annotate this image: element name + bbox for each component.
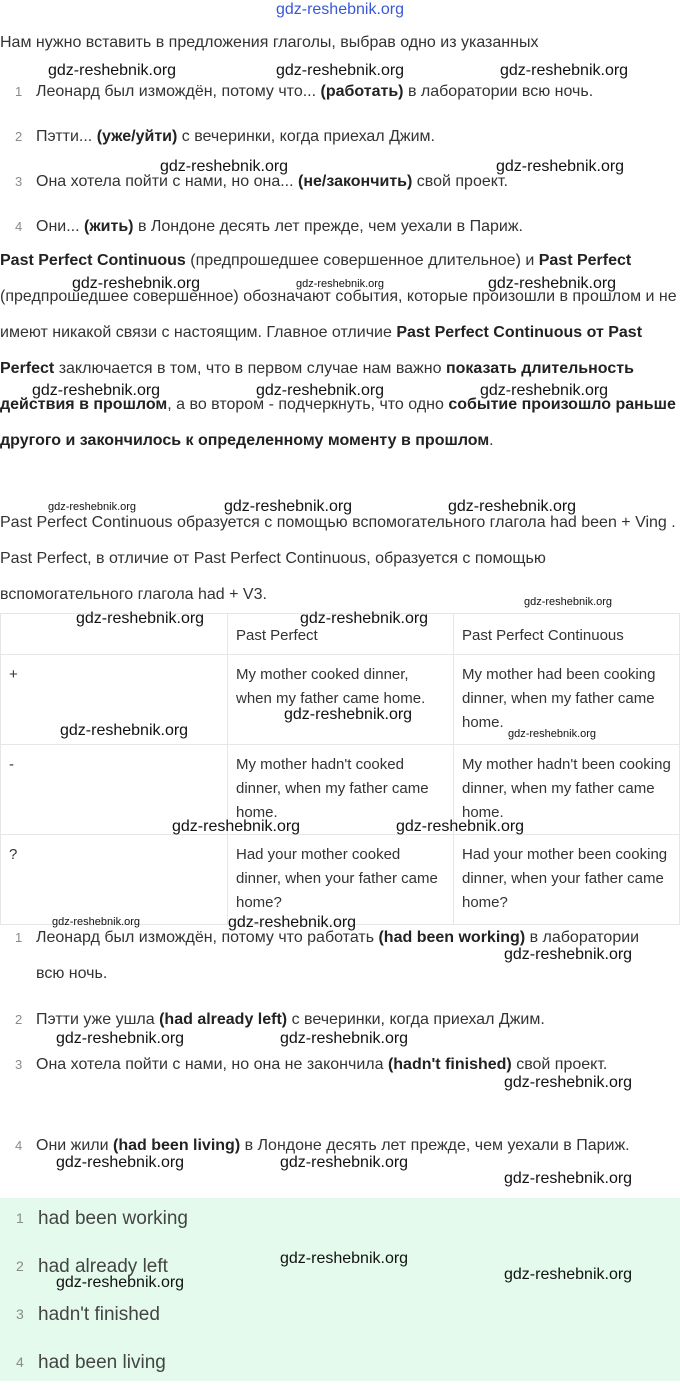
watermark: gdz-reshebnik.org [224, 498, 353, 515]
table-row [1, 835, 680, 925]
watermark: gdz-reshebnik.org [48, 62, 177, 79]
watermark: gdz-reshebnik.org [48, 501, 137, 513]
table-row [1, 745, 680, 835]
watermark: gdz-reshebnik.org [448, 498, 577, 515]
watermark: gdz-reshebnik.org [496, 158, 625, 175]
formation-paragraph: Past Perfect Continuous образуется с помощью вспомогательного глагола had been + Ving . Past Perfect, в отличие от Past Perfect Continuous, образуется с помощью вспомогательного глагола had + V3. [0, 514, 676, 603]
question-text: Она хотела пойти с нами, но она... (не/закончить) свой проект. [36, 173, 508, 190]
watermark: gdz-reshebnik.org [160, 158, 289, 175]
site-header-link[interactable]: gdz-reshebnik.org [275, 1, 405, 18]
watermark: gdz-reshebnik.org [76, 610, 205, 627]
final-answer-number: 4 [16, 1354, 24, 1370]
final-answer-number: 1 [16, 1210, 24, 1226]
table-cell: My mother hadn't cooked dinner, when my father came home. [228, 745, 454, 835]
question-number: 3 [15, 174, 23, 189]
watermark: gdz-reshebnik.org [280, 1154, 409, 1171]
watermark: gdz-reshebnik.org [524, 596, 613, 608]
watermark: gdz-reshebnik.org [32, 382, 161, 399]
watermark: gdz-reshebnik.org [396, 818, 525, 835]
grammar-table [0, 613, 680, 925]
table-cell: ? [1, 835, 228, 925]
watermark: gdz-reshebnik.org [500, 62, 629, 79]
final-answer-text: had already left [38, 1256, 168, 1277]
table-header-cell: Past Perfect Continuous [454, 614, 680, 655]
watermark: gdz-reshebnik.org [300, 610, 429, 627]
watermark: gdz-reshebnik.org [504, 946, 633, 963]
answer-number: 4 [15, 1138, 23, 1153]
watermark: gdz-reshebnik.org [508, 728, 597, 740]
question-number: 4 [15, 219, 23, 234]
watermark: gdz-reshebnik.org [52, 916, 141, 928]
question-number: 1 [15, 84, 23, 99]
answer-text: Пэтти уже ушла (had already left) с вечеринки, когда приехал Джим. [36, 1011, 545, 1028]
theory-paragraph: Past Perfect Continuous (предпрошедшее совершенное длительное) и Past Perfect (предпрошедшее совершенное) обозначают события, которые произошли в прошлом и не имеют никакой связи с настоящим. Главное отличие Past Perfect Continuous от Past Perfect заключается в том, что в первом случае нам важно показать длительность действия в прошлом, а во втором - подчеркнуть, что одно событие произошло раньше другого и закончилось к определенному моменту в прошлом. [0, 252, 677, 449]
question-text: Леонард был измождён, потому что... (работать) в лаборатории всю ночь. [36, 83, 594, 100]
question-item [0, 80, 680, 104]
question-item [0, 215, 680, 239]
table-cell: Had your mother cooked dinner, when your father came home? [228, 835, 454, 925]
watermark: gdz-reshebnik.org [504, 1074, 633, 1091]
table-cell: My mother cooked dinner, when my father came home. [228, 655, 454, 745]
table-cell: + [1, 655, 228, 745]
watermark: gdz-reshebnik.org [504, 1266, 633, 1283]
question-number: 2 [15, 129, 23, 144]
watermark: gdz-reshebnik.org [56, 1030, 185, 1047]
table-cell: My mother hadn't been cooking dinner, when my father came home. [454, 745, 680, 835]
answer-number: 2 [15, 1012, 23, 1027]
watermark: gdz-reshebnik.org [280, 1030, 409, 1047]
watermark: gdz-reshebnik.org [256, 382, 385, 399]
answer-text: Они жили (had been living) в Лондоне десять лет прежде, чем уехали в Париж. [36, 1137, 630, 1154]
watermark: gdz-reshebnik.org [504, 1170, 633, 1187]
watermark: gdz-reshebnik.org [280, 1250, 409, 1267]
question-text: Пэтти... (уже/уйти) с вечеринки, когда приехал Джим. [36, 128, 435, 145]
watermark: gdz-reshebnik.org [60, 722, 189, 739]
answer-number: 3 [15, 1057, 23, 1072]
table-cell: - [1, 745, 228, 835]
question-text: Они... (жить) в Лондоне десять лет прежде, чем уехали в Париж. [36, 218, 523, 235]
table-cell: My mother had been cooking dinner, when my father came home. [454, 655, 680, 745]
watermark: gdz-reshebnik.org [72, 275, 201, 292]
answer-number: 1 [15, 930, 23, 945]
watermark: gdz-reshebnik.org [480, 382, 609, 399]
final-answer-text: hadn't finished [38, 1304, 160, 1325]
final-answer-row [0, 1294, 680, 1342]
final-answer-number: 3 [16, 1306, 24, 1322]
final-answer-row [0, 1342, 680, 1390]
final-answer-text: had been working [38, 1208, 188, 1229]
answer-text: Леонард был измождён, потому что работать (had been working) в лаборатории всю ночь. [36, 929, 640, 982]
final-answer-row [0, 1198, 680, 1246]
final-answer-number: 2 [16, 1258, 24, 1274]
final-answer-text: had been living [38, 1352, 166, 1373]
question-item [0, 125, 680, 149]
answer-text: Она хотела пойти с нами, но она не закончила (hadn't finished) свой проект. [36, 1056, 608, 1073]
table-cell: Had your mother been cooking dinner, when your father came home? [454, 835, 680, 925]
watermark: gdz-reshebnik.org [488, 275, 617, 292]
task-intro: Нам нужно вставить в предложения глаголы, выбрав одно из указанных [0, 34, 539, 51]
watermark: gdz-reshebnik.org [296, 278, 385, 290]
watermark: gdz-reshebnik.org [228, 914, 357, 931]
watermark: gdz-reshebnik.org [56, 1274, 185, 1291]
watermark: gdz-reshebnik.org [284, 706, 413, 723]
watermark: gdz-reshebnik.org [276, 62, 405, 79]
watermark: gdz-reshebnik.org [172, 818, 301, 835]
watermark: gdz-reshebnik.org [56, 1154, 185, 1171]
table-header-cell: Past Perfect [228, 614, 454, 655]
